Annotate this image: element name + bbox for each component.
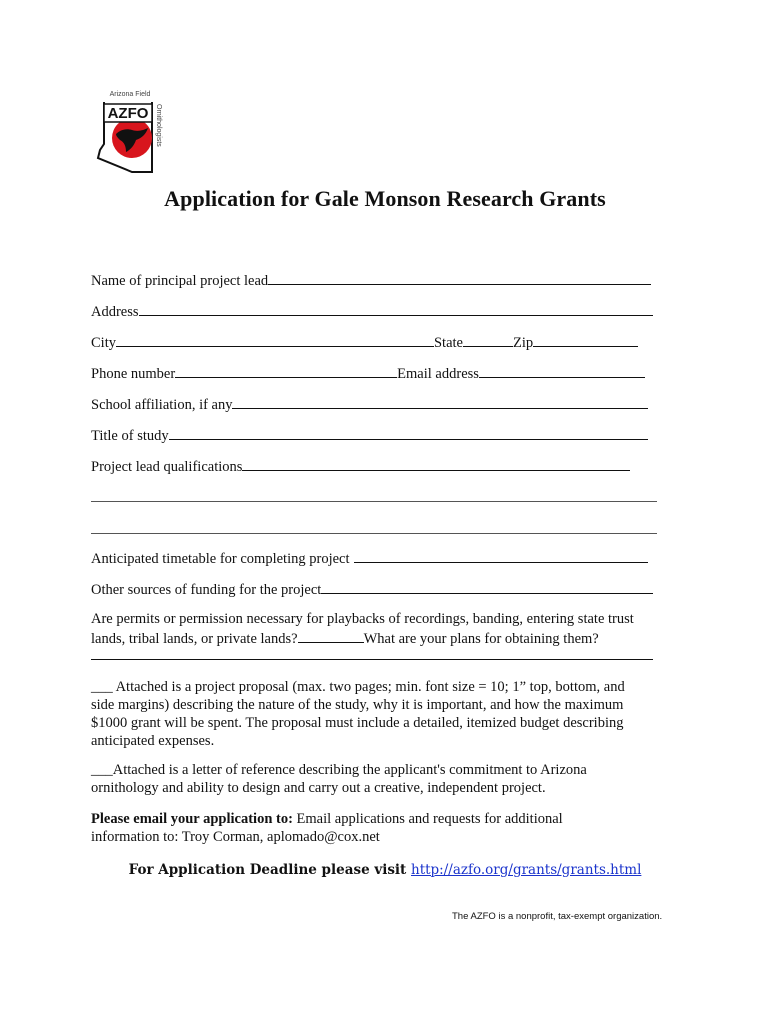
permits-question-prefix: lands, tribal lands, or private lands?: [91, 631, 298, 647]
permits-question-line-2: [91, 628, 599, 648]
azfo-logo: [90, 84, 170, 180]
state-field[interactable]: [463, 332, 513, 347]
study-title-field[interactable]: [169, 425, 648, 440]
city-label: City: [91, 335, 116, 351]
email-instructions: [91, 810, 591, 846]
reference-paragraph: [91, 761, 621, 797]
permits-answer-field[interactable]: [298, 628, 364, 643]
city-state-zip-row: [91, 332, 638, 352]
logo-arc-text: Arizona Field: [109, 91, 151, 98]
deadline-line: [0, 862, 770, 878]
school-field[interactable]: [232, 394, 648, 409]
timetable-row: [91, 548, 648, 568]
zip-field[interactable]: [533, 332, 638, 347]
address-label: Address: [91, 304, 139, 320]
qualifications-line-3[interactable]: [91, 533, 657, 534]
qualifications-label: Project lead qualifications: [91, 459, 243, 475]
funding-row: [91, 579, 653, 599]
school-row: [91, 394, 648, 414]
funding-label: Other sources of funding for the project: [91, 582, 322, 598]
zip-label: Zip: [512, 335, 534, 351]
grants-link[interactable]: http://azfo.org/grants/grants.html: [411, 862, 642, 878]
study-title-row: [91, 425, 648, 445]
email-instructions-heading: Please email your application to:: [91, 811, 293, 827]
school-label: School affiliation, if any: [91, 397, 233, 413]
qualifications-line-2[interactable]: [91, 501, 657, 502]
proposal-paragraph: [91, 678, 651, 750]
timetable-field[interactable]: [354, 548, 648, 563]
permits-plans-line[interactable]: [91, 659, 653, 660]
deadline-label: For Application Deadline please visit: [128, 862, 411, 878]
footer-note: The AZFO is a nonprofit, tax-exempt organization.: [452, 911, 663, 922]
phone-field[interactable]: [175, 363, 397, 378]
phone-email-row: [91, 363, 645, 383]
logo-side-text: Ornithologists: [155, 104, 162, 147]
azfo-logo-graphic: [90, 84, 170, 180]
email-label: Email address: [397, 366, 479, 382]
address-row: [91, 301, 653, 321]
address-field[interactable]: [139, 301, 653, 316]
principal-lead-row: [91, 270, 651, 290]
proposal-check-blank[interactable]: ___: [91, 679, 113, 695]
phone-label: Phone number: [91, 366, 176, 382]
logo-acronym: AZFO: [107, 105, 149, 122]
email-instructions-text: Email applications and requests for additional information to: Troy Corman, aplomado@cox.net: [91, 811, 563, 845]
permits-question-line-1: Are permits or permission necessary for playbacks of recordings, banding, entering state trust: [91, 611, 634, 627]
proposal-text: Attached is a project proposal (max. two pages; min. font size = 10; 1” top, bottom, and side margins) describing the nature of the study, why it is important, and how the maximum $1000 grant will be spent. The proposal must include a detailed, itemized budget describing anticipated expenses.: [91, 679, 625, 749]
reference-text: Attached is a letter of reference describing the applicant's commitment to Arizona ornithology and ability to design and carry out a creative, independent project.: [91, 762, 587, 796]
timetable-label: Anticipated timetable for completing project: [91, 551, 350, 567]
qualifications-row: [91, 456, 630, 476]
email-field[interactable]: [479, 363, 645, 378]
principal-lead-field[interactable]: [268, 270, 651, 285]
study-title-label: Title of study: [91, 428, 169, 444]
funding-field[interactable]: [321, 579, 653, 594]
city-field[interactable]: [116, 332, 434, 347]
principal-lead-label: Name of principal project lead: [91, 273, 269, 289]
page-title: Application for Gale Monson Research Grants: [164, 186, 606, 211]
reference-check-blank[interactable]: ___: [91, 762, 113, 778]
qualifications-field[interactable]: [242, 456, 630, 471]
state-label: State: [433, 335, 463, 351]
permits-plans-prompt: What are your plans for obtaining them?: [363, 631, 599, 647]
